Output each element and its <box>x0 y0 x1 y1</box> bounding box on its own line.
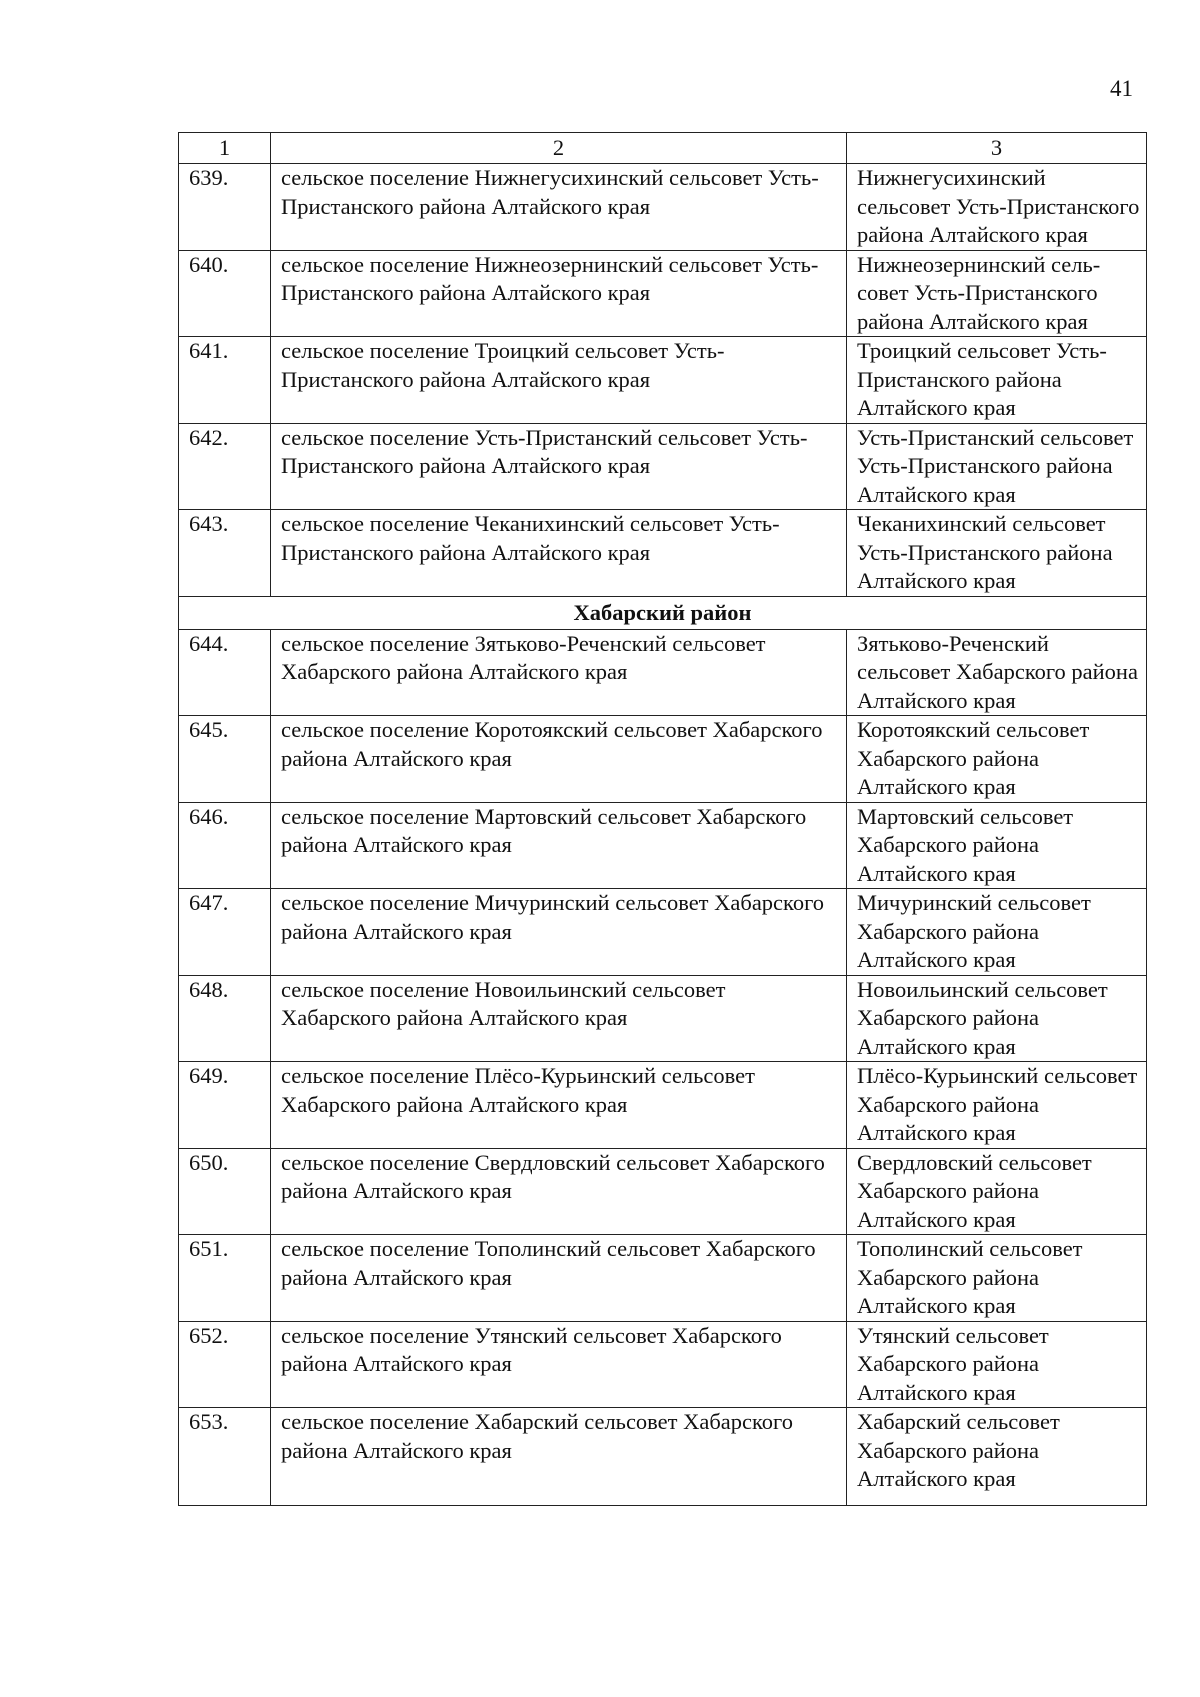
table-row <box>179 510 1147 597</box>
administrative-center: Усть-Пристанский сельсовет Усть-Пристанского района Алтайского края <box>847 423 1147 510</box>
section-row <box>179 596 1147 629</box>
administrative-center: Плёсо-Курьинский сельсовет Хабарского района Алтайского края <box>847 1062 1147 1149</box>
settlement-name: сельское поселение Троицкий сельсовет Усть-Пристанского района Алтайского края <box>271 337 847 424</box>
table-row <box>179 1408 1147 1506</box>
row-number: 644. <box>179 629 271 716</box>
row-number: 653. <box>179 1408 271 1506</box>
table-row <box>179 423 1147 510</box>
settlement-name: сельское поселение Нижнеозернинский сельсовет Усть-Пристанского района Алтайского края <box>271 250 847 337</box>
settlements-table <box>178 132 1147 1506</box>
settlement-name: сельское поселение Новоильинский сельсовет Хабарского района Алтайского края <box>271 975 847 1062</box>
table-row <box>179 1062 1147 1149</box>
row-number: 641. <box>179 337 271 424</box>
table-body <box>179 133 1147 1506</box>
row-number: 643. <box>179 510 271 597</box>
table-row <box>179 1321 1147 1408</box>
administrative-center: Новоильинский сельсовет Хабарского района Алтайского края <box>847 975 1147 1062</box>
section-title: Хабарский район <box>179 596 1147 629</box>
settlement-name: сельское поселение Мичуринский сельсовет Хабарского района Алтайского края <box>271 889 847 976</box>
administrative-center: Мартовский сельсовет Хабарского района Алтайского края <box>847 802 1147 889</box>
settlement-name: сельское поселение Нижнегусихинский сельсовет Усть-Пристанского района Алтайского края <box>271 164 847 251</box>
settlement-name: сельское поселение Мартовский сельсовет Хабарского района Алтайского края <box>271 802 847 889</box>
administrative-center: Тополинский сельсовет Хабарского района Алтайского края <box>847 1235 1147 1322</box>
administrative-center: Троицкий сельсовет Усть-Пристанского района Алтайского края <box>847 337 1147 424</box>
settlement-name: сельское поселение Зятьково-Реченский сельсовет Хабарского района Алтайского края <box>271 629 847 716</box>
row-number: 649. <box>179 1062 271 1149</box>
settlement-name: сельское поселение Тополинский сельсовет Хабарского района Алтайского края <box>271 1235 847 1322</box>
settlement-name: сельское поселение Усть-Пристанский сельсовет Усть-Пристанского района Алтайского края <box>271 423 847 510</box>
row-number: 639. <box>179 164 271 251</box>
administrative-center: Хабарский сельсовет Хабарского района Алтайского края <box>847 1408 1147 1506</box>
table-row <box>179 164 1147 251</box>
administrative-center: Свердловский сельсовет Хабарского района Алтайского края <box>847 1148 1147 1235</box>
column-header-3: 3 <box>847 133 1147 164</box>
row-number: 646. <box>179 802 271 889</box>
table-row <box>179 889 1147 976</box>
row-number: 650. <box>179 1148 271 1235</box>
settlement-name: сельское поселение Плёсо-Курьинский сельсовет Хабарского района Алтайского края <box>271 1062 847 1149</box>
administrative-center: Коротоякский сельсовет Хабарского района Алтайского края <box>847 716 1147 803</box>
row-number: 652. <box>179 1321 271 1408</box>
table-header-row <box>179 133 1147 164</box>
table-row <box>179 716 1147 803</box>
table-row <box>179 1148 1147 1235</box>
row-number: 651. <box>179 1235 271 1322</box>
settlement-name: сельское поселение Коротоякский сельсовет Хабарского района Алтайского края <box>271 716 847 803</box>
row-number: 648. <box>179 975 271 1062</box>
table-row <box>179 629 1147 716</box>
table-row <box>179 1235 1147 1322</box>
administrative-center: Зятьково-Реченский сельсовет Хабарского района Алтайского края <box>847 629 1147 716</box>
row-number: 640. <box>179 250 271 337</box>
table-row <box>179 337 1147 424</box>
table-row <box>179 975 1147 1062</box>
administrative-center: Чеканихинский сельсовет Усть-Пристанского района Алтайского края <box>847 510 1147 597</box>
row-number: 645. <box>179 716 271 803</box>
settlement-name: сельское поселение Свердловский сельсовет Хабарского района Алтайского края <box>271 1148 847 1235</box>
table-row <box>179 802 1147 889</box>
administrative-center: Нижнеозернинский сель-совет Усть-Пристанского района Алтайского края <box>847 250 1147 337</box>
row-number: 647. <box>179 889 271 976</box>
administrative-center: Мичуринский сельсовет Хабарского района Алтайского края <box>847 889 1147 976</box>
table-row <box>179 250 1147 337</box>
column-header-1: 1 <box>179 133 271 164</box>
column-header-2: 2 <box>271 133 847 164</box>
administrative-center: Утянский сельсовет Хабарского района Алтайского края <box>847 1321 1147 1408</box>
page-number: 41 <box>1110 76 1133 101</box>
settlement-name: сельское поселение Утянский сельсовет Хабарского района Алтайского края <box>271 1321 847 1408</box>
row-number: 642. <box>179 423 271 510</box>
settlement-name: сельское поселение Чеканихинский сельсовет Усть-Пристанского района Алтайского края <box>271 510 847 597</box>
administrative-center: Нижнегусихинский сельсовет Усть-Пристанского района Алтайского края <box>847 164 1147 251</box>
settlement-name: сельское поселение Хабарский сельсовет Хабарского района Алтайского края <box>271 1408 847 1506</box>
